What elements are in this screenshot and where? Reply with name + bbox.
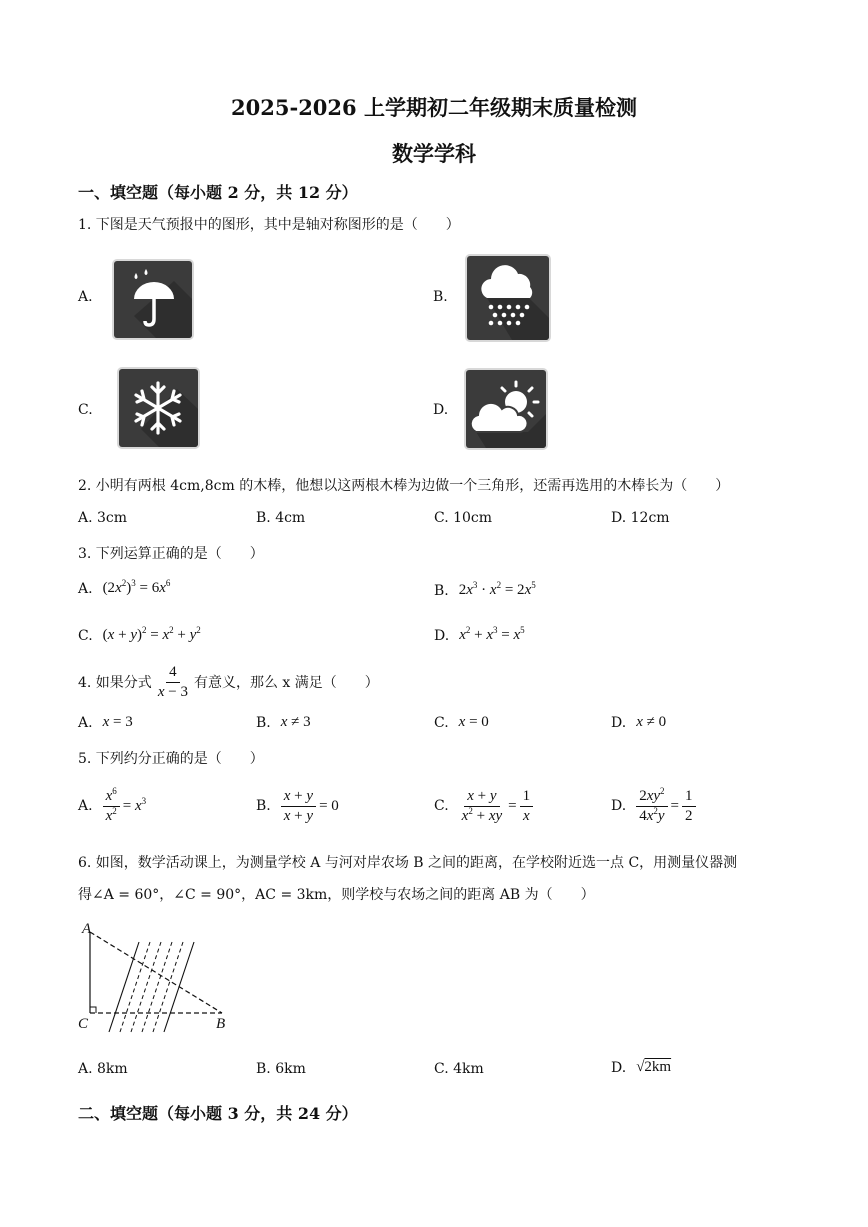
q6-option-b: B. 6km <box>256 1061 306 1077</box>
q3-option-d-formula: $x^2 + x^3 = x^5$ <box>459 625 525 643</box>
label-a: A <box>82 921 92 937</box>
question-2-stem: 2. 小明有两根 4cm,8cm 的木棒，他想以这两根木棒为边做一个三角形，还需再选用的木棒长为（ ） <box>78 478 730 494</box>
umbrella-rain-icon <box>114 261 192 338</box>
q4-option-d-label: D. <box>611 714 627 731</box>
q4-option-c-label: C. <box>434 714 449 731</box>
q4-option-a-formula: x = 3 <box>102 714 133 730</box>
q5-option-c-label: C. <box>434 798 449 814</box>
q5-option-c-fraction: $\frac{x + y}{x^2 + xy}$ <box>461 788 503 824</box>
q5-option-a-fraction: $\frac{x^6}{x^2}$ <box>103 788 120 824</box>
q3-option-a-formula: $(2x^2)^3 = 6x^6$ <box>102 578 171 596</box>
q5-option-a <box>78 788 146 824</box>
q3-option-a <box>78 580 170 597</box>
q3-option-b-label: B. <box>434 582 449 599</box>
question-6-line-1: 6. 如图，数学活动课上，为测量学校 A 与河对岸农场 B 之间的距离，在学校附近选一点 C，用测量仪器测 <box>78 855 738 871</box>
q3-option-a-label: A. <box>78 580 93 597</box>
q4-option-c-formula: x = 0 <box>458 714 489 730</box>
side-ab <box>90 932 222 1013</box>
snowflake-icon <box>119 369 198 447</box>
q3-option-c-formula: $(x + y)^2 = x^2 + y^2$ <box>102 625 201 643</box>
q1-option-b-label: B. <box>433 289 448 305</box>
river-hatching <box>120 942 183 1032</box>
q5-option-b-fraction: $\frac{x + y}{x + y}$ <box>281 788 316 824</box>
q2-option-a: A. 3cm <box>78 510 128 526</box>
q3-option-d-label: D. <box>434 627 450 644</box>
q5-option-c-equals: = <box>508 797 517 814</box>
q4-stem-suffix: 有意义，那么 x 满足（ ） <box>193 675 379 691</box>
q5-option-d-label: D. <box>611 798 627 814</box>
q2-option-d: D. 12cm <box>611 510 670 526</box>
q5-option-a-label: A. <box>78 798 93 814</box>
sun-cloud-icon <box>466 370 546 448</box>
q4-option-c <box>434 714 489 731</box>
q5-option-d-fraction: $\frac{2xy^2}{4x^2y}$ <box>636 788 667 824</box>
q4-option-a <box>78 714 133 731</box>
q5-option-a-result: = $x^3$ <box>122 795 147 814</box>
q3-option-c-label: C. <box>78 627 93 644</box>
label-c: C <box>78 1016 89 1032</box>
q3-option-d <box>434 627 525 644</box>
q4-option-b-label: B. <box>256 714 271 731</box>
question-6-line-2: 得∠A = 60°，∠C = 90°，AC = 3km，则学校与农场之间的距离 AB 为（ ） <box>78 887 595 903</box>
q4-stem-prefix: 4. 如果分式 <box>78 675 152 691</box>
q6-option-c: C. 4km <box>434 1061 484 1077</box>
river-banks <box>109 942 194 1032</box>
label-b: B <box>216 1016 226 1032</box>
q6-option-a: A. 8km <box>78 1061 128 1077</box>
q4-option-d <box>611 714 666 731</box>
section-heading-2: 二、填空题（每小题 3 分，共 24 分） <box>78 1104 358 1123</box>
question-3-stem: 3. 下列运算正确的是（ ） <box>78 546 264 562</box>
question-1-stem: 1. 下图是天气预报中的图形，其中是轴对称图形的是（ ） <box>78 217 460 233</box>
q5-option-c <box>434 788 536 824</box>
q5-option-c-result: $\frac{1}{x}$ <box>520 788 534 824</box>
q4-fraction: $\frac{4}{x - 3}$ <box>157 664 188 700</box>
q4-option-b <box>256 714 311 731</box>
river-triangle-figure <box>76 920 236 1035</box>
q6-option-d-label: D. <box>611 1059 627 1076</box>
q6-option-d <box>611 1059 671 1076</box>
cloud-rain-icon <box>467 256 549 340</box>
right-angle-mark <box>90 1007 96 1013</box>
q5-option-b-label: B. <box>256 798 271 814</box>
section-heading-1: 一、填空题（每小题 2 分，共 12 分） <box>78 183 358 202</box>
q3-option-c <box>78 627 201 644</box>
question-4-stem <box>78 664 379 700</box>
question-5-stem: 5. 下列约分正确的是（ ） <box>78 751 264 767</box>
q5-option-d <box>611 788 699 824</box>
q1-option-a-label: A. <box>78 289 93 305</box>
q1-option-c-label: C. <box>78 402 93 418</box>
q6-option-d-value: 2km <box>644 1059 672 1075</box>
q5-option-d-equals: = <box>670 797 679 814</box>
page-title: 2025-2026 上学期初二年级期末质量检测 <box>231 95 637 120</box>
q3-option-b-formula: $2x^3 \cdot x^2 = 2x^5$ <box>458 580 536 598</box>
q1-option-d-label: D. <box>433 402 449 418</box>
q2-option-b: B. 4cm <box>256 510 306 526</box>
q4-option-a-label: A. <box>78 714 93 731</box>
sqrt-symbol: √2km <box>636 1059 672 1075</box>
q5-option-b <box>256 788 339 824</box>
q4-option-d-formula: x ≠ 0 <box>636 714 667 730</box>
q2-option-c: C. 10cm <box>434 510 493 526</box>
q5-option-b-result: = 0 <box>319 797 339 814</box>
q3-option-b <box>434 582 536 599</box>
q5-option-d-result: $\frac{1}{2}$ <box>682 788 696 824</box>
page-subtitle: 数学学科 <box>392 141 476 166</box>
q4-option-b-formula: x ≠ 3 <box>280 714 311 730</box>
